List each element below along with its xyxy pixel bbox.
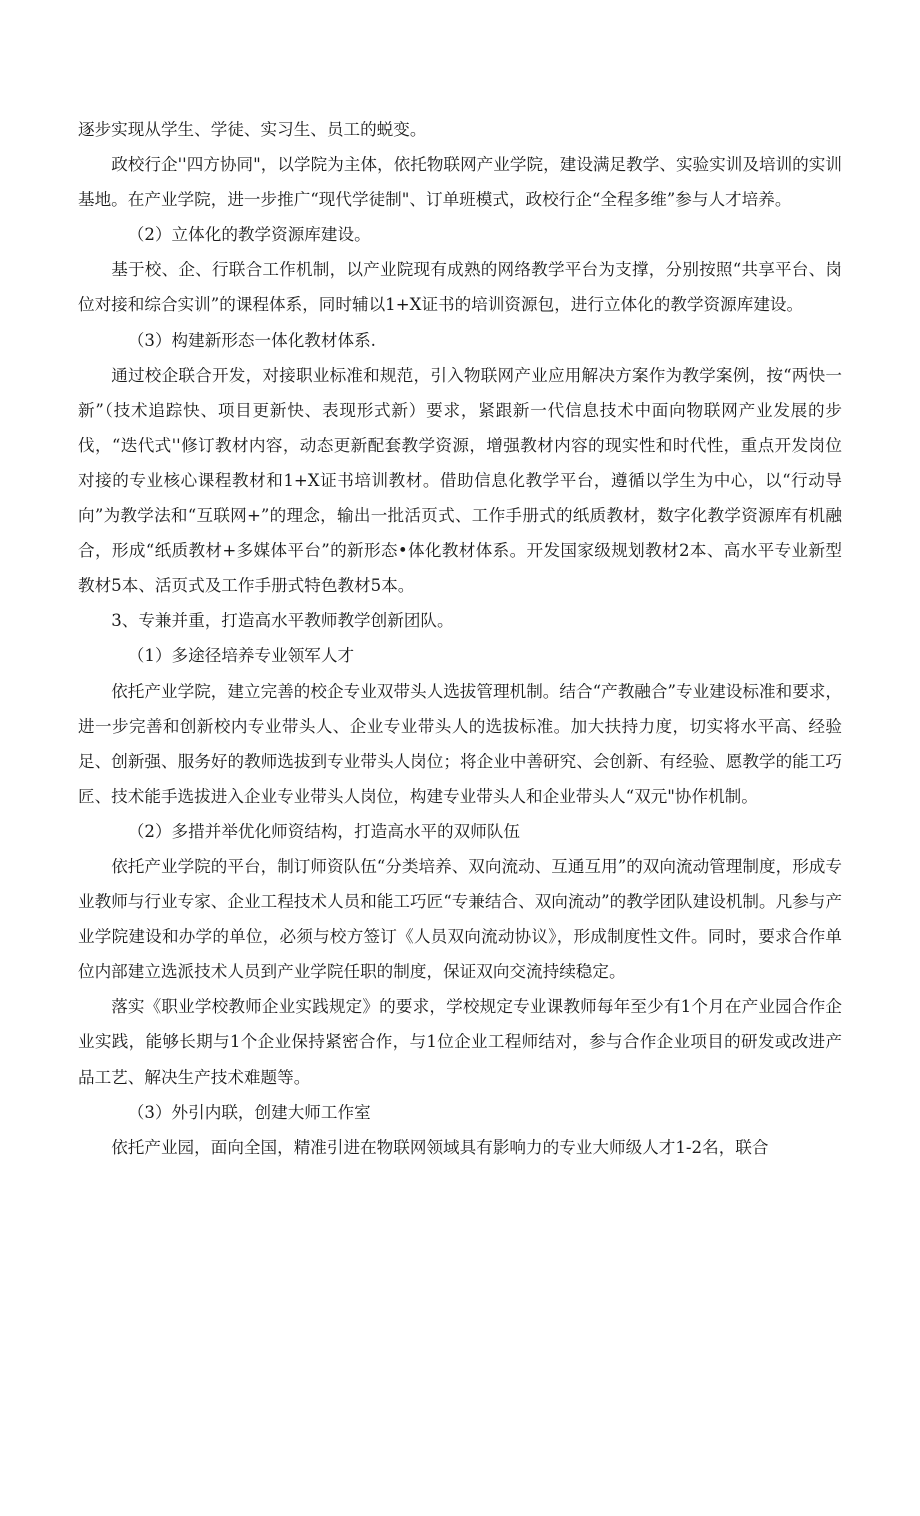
paragraph-resource-library: 基于校、企、行联合工作机制，以产业院现有成熟的网络教学平台为支撑，分别按照“共享平台、岗位对接和综合实训”的课程体系，同时辅以1+X证书的培训资源包，进行立体化的教学资源库建设。	[78, 260, 842, 315]
heading-textbook-system: （3）构建新形态一体化教材体系.	[127, 330, 376, 350]
paragraph-dual-teacher-team: 依托产业学院的平台，制订师资队伍“分类培养、双向流动、互通互用”的双向流动管理制度，形成专业教师与行业专家、企业工程技术人员和能工巧匠“专兼结合、双向流动”的教学团队建设机制。凡参与产业学院建设和办学的单位，必须与校方签订《人员双向流动协议》，形成制度性文件。同时，要求合作单位内部建立选派技术人员到产业学院任职的制度，保证双向交流持续稳定。	[78, 856, 842, 982]
paragraph-continuation: 逐步实现从学生、学徒、实习生、员工的蜕变。	[78, 120, 427, 139]
document-body	[78, 112, 842, 1165]
section-heading-teacher-team: 3、专兼并重，打造高水平教师教学创新团队。	[111, 611, 454, 631]
paragraph-leading-talent: 依托产业学院，建立完善的校企专业双带头人选拔管理机制。结合“产教融合”专业建设标准和要求，进一步完善和创新校内专业带头人、企业专业带头人的选拔标准。加大扶持力度，切实将水平高、经验足、创新强、服务好的教师选拔到专业带头人岗位；将企业中善研究、会创新、有经验、愿教学的能工巧匠、技术能手选拔进入企业专业带头人岗位，构建专业带头人和企业带头人“双元"协作机制。	[78, 681, 842, 806]
heading-dual-teacher-team: （2）多措并举优化师资结构，打造高水平的双师队伍	[127, 821, 521, 841]
heading-leading-talent: （1）多途径培养专业领军人才	[127, 646, 355, 666]
paragraph-master-studio: 依托产业园，面向全国，精准引进在物联网领域具有影响力的专业大师级人才1-2名，联合	[111, 1137, 769, 1157]
heading-resource-library: （2）立体化的教学资源库建设。	[127, 225, 371, 245]
paragraph-four-party-collaboration: 政校行企''四方协同"，以学院为主体，依托物联网产业学院，建设满足教学、实验实训及培训的实训基地。在产业学院，进一步推广“现代学徒制"、订单班模式，政校行企“全程多维”参与人才培养。	[78, 155, 842, 210]
heading-master-studio: （3）外引内联，创建大师工作室	[127, 1102, 371, 1122]
paragraph-enterprise-practice: 落实《职业学校教师企业实践规定》的要求，学校规定专业课教师每年至少有1个月在产业园合作企业实践，能够长期与1个企业保持紧密合作，与1位企业工程师结对，参与合作企业项目的研发或改进产品工艺、解决生产技术难题等。	[78, 997, 842, 1087]
paragraph-textbook-system: 通过校企联合开发，对接职业标准和规范，引入物联网产业应用解决方案作为教学案例，按“两快一新”（技术追踪快、项目更新快、表现形式新）要求，紧跟新一代信息技术中面向物联网产业发展的步伐，“迭代式''修订教材内容，动态更新配套教学资源，增强教材内容的现实性和时代性，重点开发岗位对接的专业核心课程教材和1+X证书培训教材。借助信息化教学平台，遵循以学生为中心，以“行动导向”为教学法和“互联网+”的理念，输出一批活页式、工作手册式的纸质教材，数字化教学资源库有机融合，形成“纸质教材+多媒体平台”的新形态•体化教材体系。开发国家级规划教材2本、高水平专业新型教材5本、活页式及工作手册式特色教材5本。	[78, 365, 842, 596]
